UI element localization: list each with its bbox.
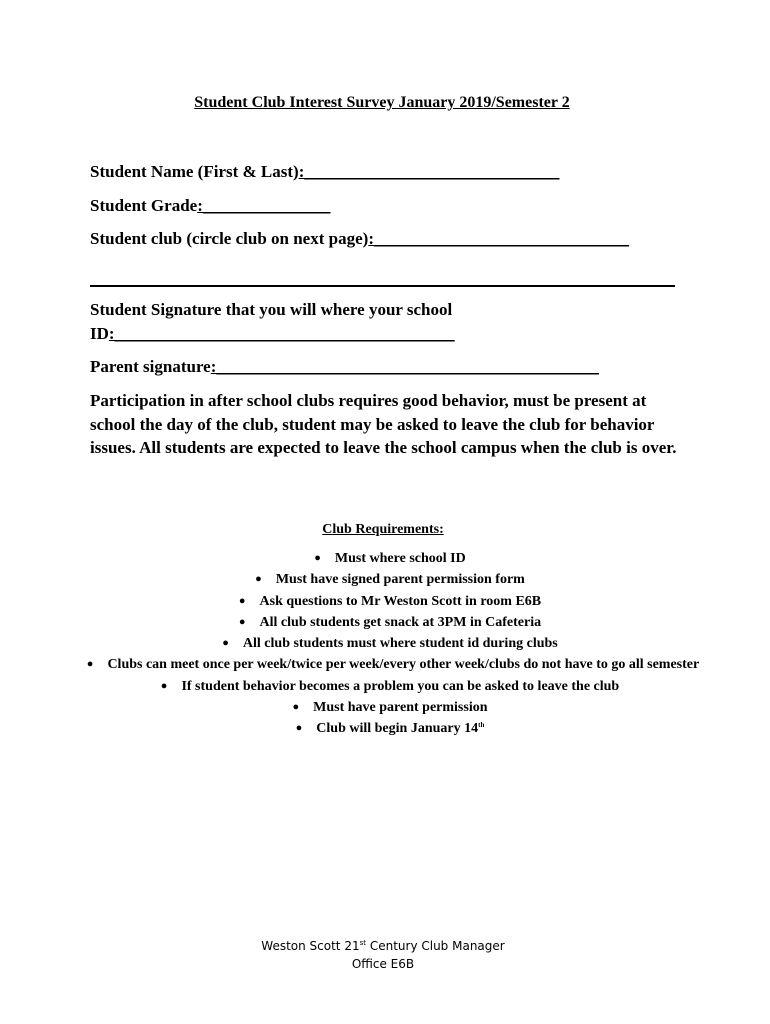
bullet-icon: ● — [238, 594, 246, 607]
bullet-icon: ● — [292, 701, 300, 714]
student-club-label: Student club (circle club on next page) — [90, 229, 369, 248]
list-item: ● Club will begin January 14th — [95, 718, 685, 739]
parent-signature-field — [90, 357, 599, 377]
separator-line — [90, 285, 675, 287]
footer — [0, 937, 766, 973]
bullet-icon: ● — [314, 552, 321, 564]
student-name-label: Student Name (First & Last) — [90, 162, 299, 181]
student-signature-field — [90, 298, 455, 346]
bullet-icon: ● — [222, 637, 229, 650]
bullet-icon: ● — [295, 722, 303, 735]
student-name-field — [90, 162, 559, 182]
student-id-label: ID — [90, 324, 109, 343]
requirements-heading: Club Requirements: — [322, 522, 444, 537]
parent-signature-label: Parent signature — [90, 357, 211, 376]
requirements-list — [86, 548, 700, 740]
student-club-blank: :______________________________ — [368, 229, 629, 248]
list-item: ● Ask questions to Mr Weston Scott in room E6B — [95, 591, 685, 612]
list-item: ● All club students must where student id during clubs — [95, 633, 685, 654]
student-name-blank: :______________________________ — [298, 162, 560, 181]
list-item: ● If student behavior becomes a problem you can be asked to leave the club — [95, 676, 685, 697]
bullet-icon: ● — [238, 615, 246, 628]
parent-signature-blank: :_____________________________________________ — [210, 357, 599, 376]
list-item: ● Clubs can meet once per week/twice per week/every other week/clubs do not have to go all semester — [85, 654, 701, 675]
list-item: ● Must have parent permission — [95, 697, 685, 718]
bullet-icon: ● — [86, 658, 94, 671]
footer-line-1: Weston Scott 21st Century Club Manager — [261, 939, 505, 953]
student-grade-label: Student Grade — [90, 196, 198, 215]
student-grade-field — [90, 196, 330, 216]
student-grade-blank: :_______________ — [197, 196, 331, 215]
list-item: ● Must where school ID — [95, 548, 685, 569]
ordinal-suffix: th — [478, 721, 485, 730]
student-signature-blank: :________________________________________ — [108, 324, 455, 343]
participation-paragraph: Participation in after school clubs requires good behavior, must be present at school the day of the club, student may be asked to leave the club for behavior issues. All students are expected to leave the school campus when the club is over. — [90, 391, 677, 457]
document-title: Student Club Interest Survey January 2019/Semester 2 — [194, 94, 570, 111]
bullet-icon: ● — [255, 573, 262, 586]
list-item: ● Must have signed parent permission form — [95, 569, 685, 590]
bullet-icon: ● — [160, 679, 168, 692]
student-signature-label: Student Signature that you will where your school — [90, 300, 453, 319]
footer-line-2: Office E6B — [351, 957, 415, 971]
list-item: ● All club students get snack at 3PM in Cafeteria — [95, 612, 685, 633]
student-club-field — [90, 229, 629, 249]
